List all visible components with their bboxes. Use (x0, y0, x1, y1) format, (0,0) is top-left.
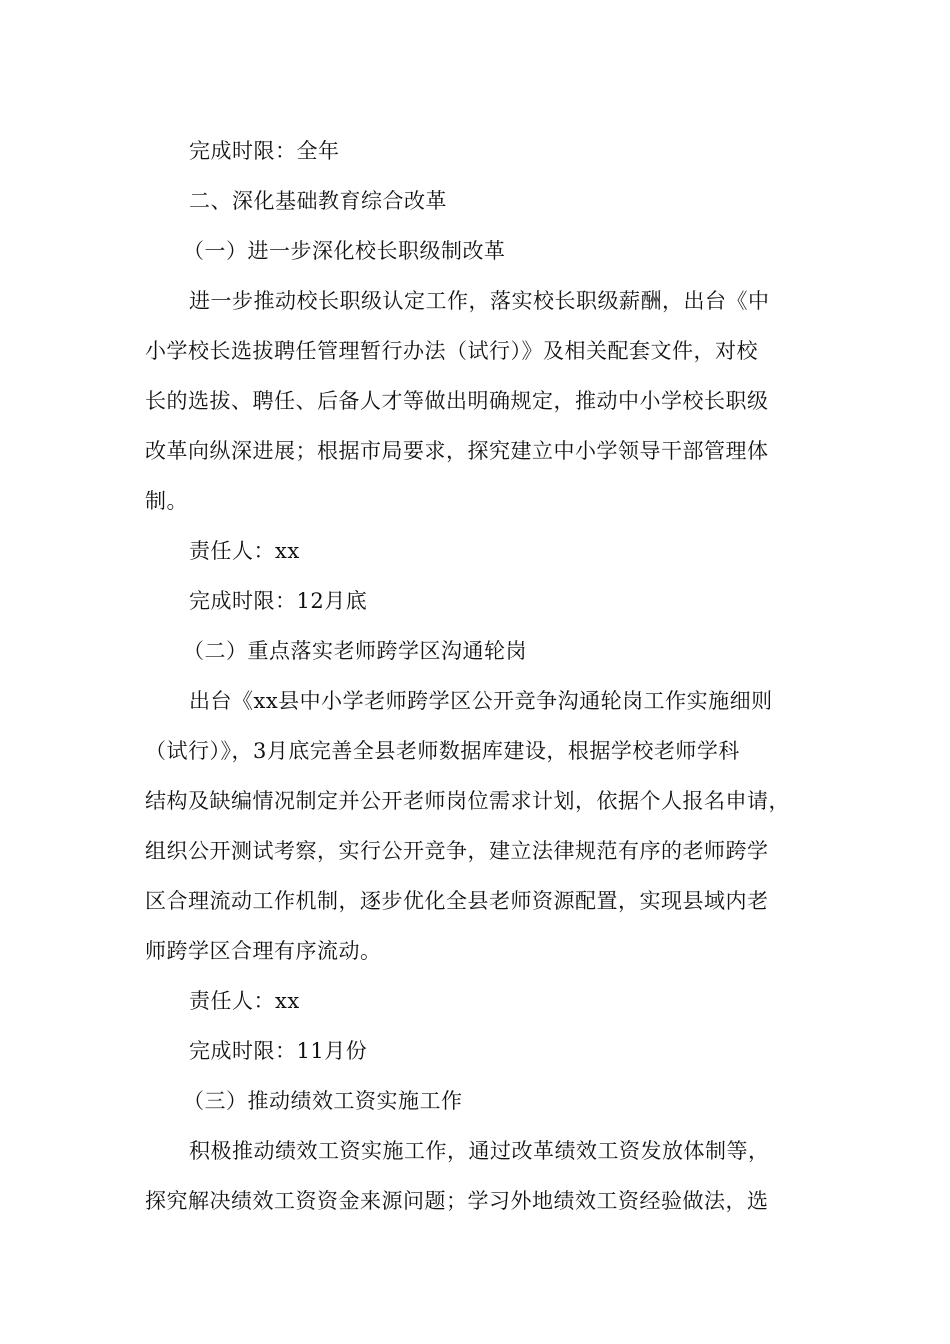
paragraph-line: 进一步推动校长职级认定工作，落实校长职级薪酬，出台《中 (189, 289, 770, 313)
paragraph-line: 师跨学区合理有序流动。 (145, 939, 382, 963)
paragraph-line: 组织公开测试考察，实行公开竞争，建立法律规范有序的老师跨学 (145, 839, 769, 863)
paragraph-line: 出台《xx县中小学老师跨学区公开竞争沟通轮岗工作实施细则 (189, 689, 773, 713)
section-heading: 二、深化基础教育综合改革 (189, 189, 447, 213)
paragraph-line: 小学校长选拔聘任管理暂行办法（试行）》及相关配套文件，对校 (145, 339, 758, 363)
responsible-line: 责任人：xx (189, 539, 300, 563)
deadline-line: 完成时限：全年 (189, 139, 340, 163)
subsection-heading: （三）推动绩效工资实施工作 (183, 1089, 463, 1113)
paragraph-line: （试行）》，3月底完善全县老师数据库建设，根据学校老师学科 (145, 739, 740, 763)
deadline-line: 完成时限：12月底 (189, 589, 368, 613)
paragraph-line: 区合理流动工作机制，逐步优化全县老师资源配置，实现县域内老 (145, 889, 769, 913)
paragraph-line: 长的选拔、聘任、后备人才等做出明确规定，推动中小学校长职级 (145, 389, 769, 413)
deadline-line: 完成时限：11月份 (189, 1039, 368, 1063)
responsible-line: 责任人：xx (189, 989, 300, 1013)
subsection-heading: （二）重点落实老师跨学区沟通轮岗 (183, 639, 527, 663)
subsection-heading: （一）进一步深化校长职级制改革 (183, 239, 506, 263)
paragraph-line: 探究解决绩效工资资金来源问题；学习外地绩效工资经验做法，选 (145, 1189, 769, 1213)
paragraph-line: 制。 (145, 489, 188, 513)
paragraph-line: 积极推动绩效工资实施工作，通过改革绩效工资发放体制等， (189, 1139, 770, 1163)
paragraph-line: 改革向纵深进展；根据市局要求，探究建立中小学领导干部管理体 (145, 439, 769, 463)
paragraph-line: 结构及缺编情况制定并公开老师岗位需求计划，依据个人报名申请， (145, 789, 790, 813)
